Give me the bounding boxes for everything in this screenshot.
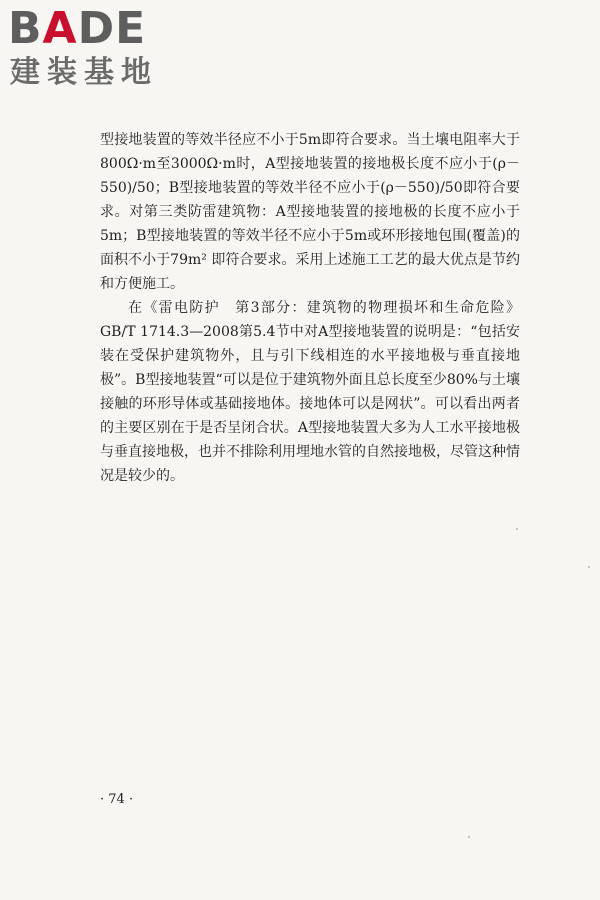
- logo-chinese-name: 建装基地: [10, 55, 158, 90]
- brand-logo: [8, 4, 178, 94]
- scan-speck: [468, 836, 470, 838]
- body-text: [100, 128, 520, 488]
- paragraph-continuation: 型接地装置的等效半径应不小于5m即符合要求。当土壤电阻率大于800Ω·m至3000Ω·m时，A型接地装置的接地极长度不应小于(ρ－550)/50；B型接地装置的等效半径不应小于(ρ－550)/50即符合要求。对第三类防雷建筑物：A型接地装置的接地极的长度不应小于5m；B型接地装置的等效半径不应小于5m或环形接地包围(覆盖)的面积不小于79m² 即符合要求。采用上述施工工艺的最大优点是节约和方便施工。: [100, 132, 520, 292]
- logo-letter-a-accent: A: [42, 3, 78, 54]
- logo-letter-b: B: [8, 3, 43, 54]
- logo-letters-de: DE: [77, 3, 147, 54]
- page-number: · 74 ·: [100, 792, 134, 807]
- paragraph-standard-description: 在《雷电防护 第3部分：建筑物的物理损坏和生命危险》GB/T 1714.3—2008第5.4节中对A型接地装置的说明是：“包括安装在受保护建筑物外，且与引下线相连的水平接地极与垂直接地极”。B型接地装置“可以是位于建筑物外面且总长度至少80%与土壤接触的环形导体或基础接地体。接地体可以是网状”。可以看出两者的主要区别在于是否呈闭合状。A型接地装置大多为人工水平接地极与垂直接地极，也并不排除利用埋地水管的自然接地极，尽管这种情况是较少的。: [100, 300, 520, 484]
- scan-speck: [516, 528, 518, 530]
- scan-speck: [588, 566, 590, 568]
- logo-wordmark: [8, 4, 146, 54]
